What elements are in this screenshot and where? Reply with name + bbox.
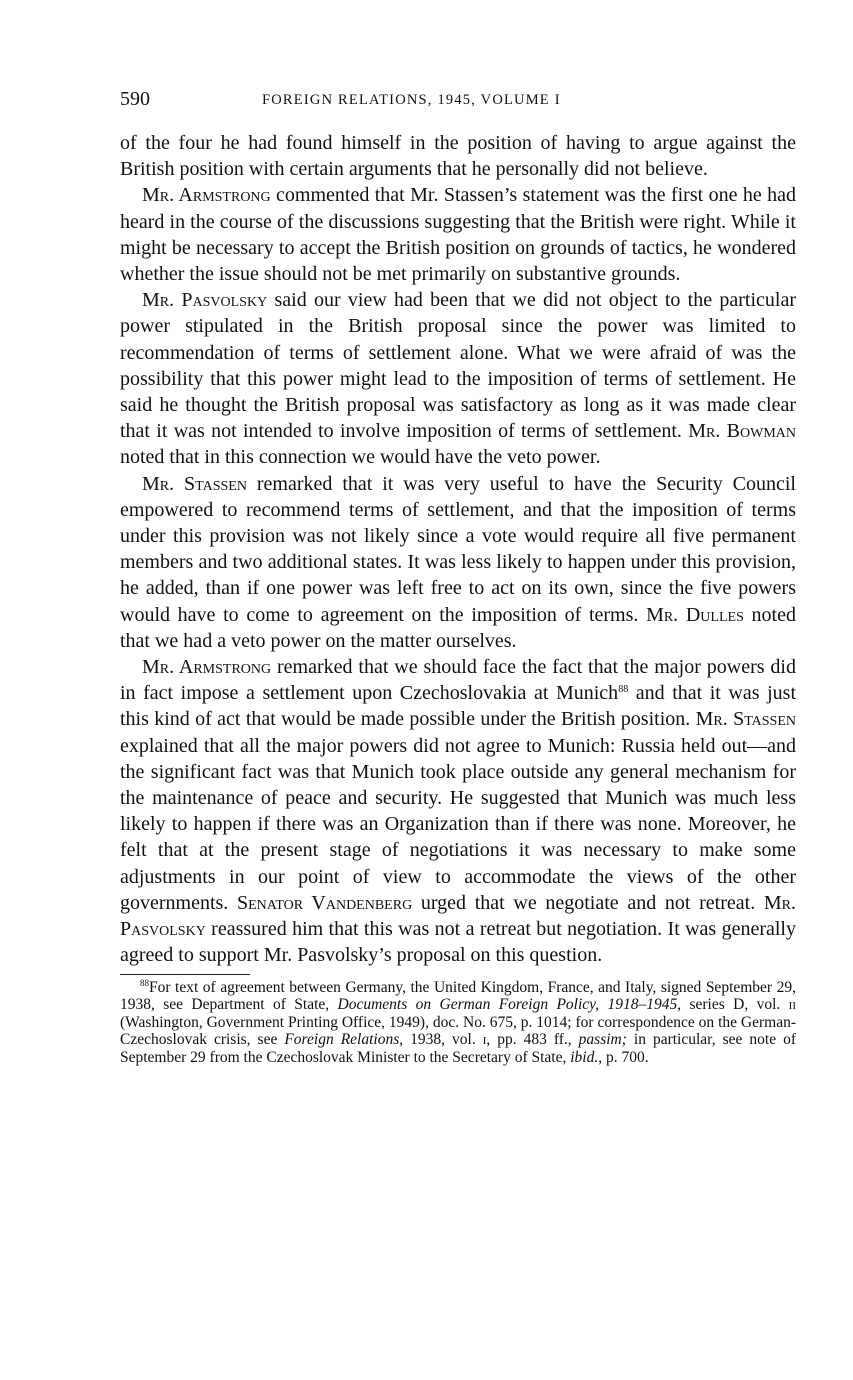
body-text — [120, 130, 796, 969]
footnote — [120, 979, 796, 1067]
speaker-name: Mr. Pasvolsky — [120, 891, 796, 941]
paragraph-text: reassured him that this was not a retreat but negotiation. It was generally agreed to support Mr. Pasvolsky’s proposal on this question. — [120, 918, 796, 967]
footnote-text: , series D, vol. — [677, 996, 789, 1014]
footnote-latin: ibid. — [570, 1048, 599, 1066]
speaker-name: Mr. Stassen — [695, 708, 796, 731]
footnote-title: Documents on German Foreign Policy, 1918–1945 — [337, 996, 678, 1014]
page-header — [120, 88, 796, 114]
paragraph-text: explained that all the major powers did not agree to Munich: Russia held out—and the significant fact was that Munich took place outside any general mechanism for the maintenance of peace and security. He suggested that Munich was much less likely to happen if there was an Organization than if there was none. Moreover, he felt that at the present stage of negotiations it was necessary to make some adjustments in our point of view to accommodate the views of the other governments. — [120, 734, 796, 914]
paragraph-text: noted that in this connection we would have the veto power. — [120, 446, 601, 469]
speaker-name: Mr. Bowman — [688, 420, 796, 443]
paragraph-pasvolsky — [120, 287, 796, 470]
paragraph-armstrong-munich — [120, 654, 796, 968]
speaker-name: Mr. Armstrong — [142, 656, 272, 679]
footnote-divider — [120, 974, 250, 975]
footnote-reference[interactable]: 88 — [618, 684, 629, 696]
footnote-title: Foreign Relations — [284, 1031, 400, 1049]
footnote-latin: passim; — [578, 1031, 627, 1049]
volume-number: i — [482, 1031, 487, 1049]
paragraph-text: remarked that it was very useful to have the Security Council empowered to recommend terms of settlement, and that the imposition of terms under this provision was not likely since a vote would require all five permanent members and two additional states. It was less likely to happen under this provision, he added, than if one power was left free to act on its own, since the five powers would have to come to agreement on the imposition of terms. — [120, 472, 796, 626]
footnote-text: For text of agreement between Germany, the United Kingdom, France, and Italy, signed September 29, 1938, see Department of State, — [120, 978, 796, 1014]
speaker-name: Mr. Pasvolsky — [142, 289, 268, 312]
paragraph-text: remarked that we should face the fact that the major powers did in fact impose a settlement upon Czechoslovakia at Munich — [120, 656, 796, 705]
paragraph-text: noted that we had a veto power on the matter ourselves. — [120, 603, 796, 652]
paragraph-text: of the four he had found himself in the position of having to argue against the British position with certain arguments that he personally did not believe. — [120, 132, 796, 181]
speaker-name: Mr. Stassen — [142, 472, 247, 495]
footnote-text: , 1938, vol. — [399, 1031, 483, 1049]
paragraph-text: urged that we negotiate and not retreat. — [412, 891, 764, 914]
paragraph-text: commented that Mr. Stassen’s statement was the first one he had heard in the course of the discussions suggesting that the British were right. While it might be necessary to accept the British position on grounds of tactics, he wondered whether the issue should not be met primarily on substantive grounds. — [120, 184, 796, 286]
paragraph-text: and that it was just this kind of act that would be made possible under the British position. — [120, 682, 796, 731]
document-page — [120, 88, 796, 1066]
footnote-text: , pp. 483 ff., — [486, 1031, 579, 1049]
paragraph-text: said our view had been that we did not object to the particular power stipulated in the British proposal since the power was limited to recommendation of terms of settlement alone. What we were afraid of was the possibility that this power might lead to the imposition of terms of settlement. He said he thought the British proposal was satisfactory as long as it was made clear that it was not intended to involve imposition of terms of settlement. — [120, 289, 797, 443]
volume-number: ii — [788, 996, 796, 1014]
footnote-text: in particular, see note of September 29 from the Czechoslovak Minister to the Secretary of State, — [120, 1031, 796, 1066]
speaker-name: Mr. Armstrong — [142, 184, 271, 207]
footnote-number: 88 — [140, 977, 149, 988]
paragraph-armstrong — [120, 182, 796, 287]
speaker-name: Mr. Dulles — [646, 603, 744, 626]
page-number: 590 — [120, 88, 150, 110]
paragraph-continuation — [120, 130, 796, 182]
running-head: FOREIGN RELATIONS, 1945, VOLUME I — [262, 92, 561, 108]
speaker-name: Senator Vandenberg — [237, 891, 413, 914]
footnote-text: , p. 700. — [598, 1048, 649, 1066]
footnote-text: (Washington, Government Printing Office, 1949), doc. No. 675, p. 1014; for correspondence on the German-Czechoslovak crisis, see — [120, 1013, 796, 1049]
paragraph-stassen — [120, 471, 796, 654]
